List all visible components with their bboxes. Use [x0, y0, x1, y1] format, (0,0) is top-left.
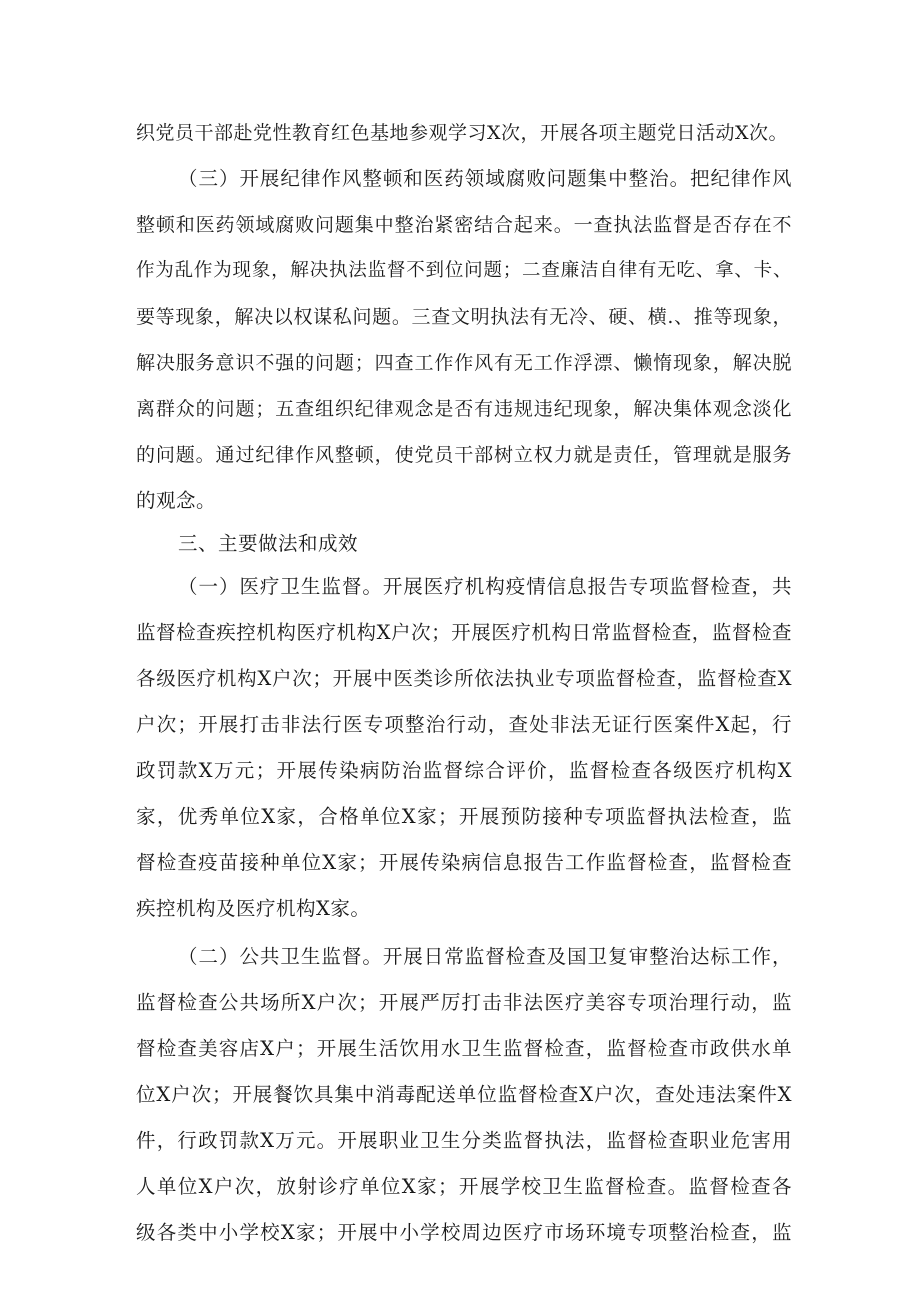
paragraph-line: 督检查美容店X户；开展生活饮用水卫生监督检查，监督检查市政供水单	[136, 1037, 792, 1060]
paragraph-line: 监督检查公共场所X户次；开展严厉打击非法医疗美容专项治理行动，监	[136, 991, 792, 1014]
paragraph-line: 疾控机构及医疗机构X家。	[136, 897, 371, 920]
paragraph-line: 人单位X户次，放射诊疗单位X家；开展学校卫生监督检查。监督检查各	[136, 1175, 792, 1198]
paragraph-line: 的观念。	[136, 489, 217, 512]
paragraph-line: 件，行政罚款X万元。开展职业卫生分类监督执法，监督检查职业危害用	[136, 1129, 792, 1152]
paragraph-line: 家，优秀单位X家，合格单位X家；开展预防接种专项监督执法检查，监	[136, 805, 792, 828]
paragraph-line: 政罚款X万元；开展传染病防治监督综合评价，监督检查各级医疗机构X	[136, 759, 792, 782]
paragraph-line: 要等现象，解决以权谋私问题。三查文明执法有无冷、硬、横.、推等现象，	[136, 306, 792, 328]
paragraph-line: 位X户次；开展餐饮具集中消毒配送单位监督检查X户次，查处违法案件X	[136, 1083, 792, 1106]
paragraph-line: 离群众的问题；五查组织纪律观念是否有违规违纪现象，解决集体观念淡化	[136, 398, 792, 420]
paragraph-line: 监督检查疾控机构医疗机构X户次；开展医疗机构日常监督检查，监督检查	[136, 621, 792, 644]
paragraph-line: 作为乱作为现象，解决执法监督不到位问题；二查廉洁自律有无吃、拿、卡、	[136, 260, 792, 281]
paragraph-line: 户次；开展打击非法行医专项整治行动，查处非法无证行医案件X起，行	[136, 713, 792, 736]
paragraph-line: 的问题。通过纪律作风整顿，使党员干部树立权力就是责任，管理就是服务	[136, 444, 792, 466]
paragraph-line: （二）公共卫生监督。开展日常监督检查及国卫复审整治达标工作，	[178, 945, 792, 968]
paragraph-line: 各级医疗机构X户次；开展中医类诊所依法执业专项监督检查，监督检查X	[136, 667, 792, 690]
paragraph-line: （三）开展纪律作风整顿和医药领域腐败问题集中整治。把纪律作风	[178, 167, 792, 190]
paragraph-line: 整顿和医药领域腐败问题集中整治紧密结合起来。一查执法监督是否存在不	[136, 214, 792, 236]
paragraph-line: 解决服务意识不强的问题；四查工作作风有无工作浮漂、懒惰现象，解决脱	[136, 352, 792, 374]
section-heading: 三、主要做法和成效	[178, 532, 359, 555]
paragraph-line: 级各类中小学校X家；开展中小学校周边医疗市场环境专项整治检查，监	[136, 1221, 792, 1244]
paragraph-line: 织党员干部赴党性教育红色基地参观学习X次，开展各项主题党日活动X次。	[136, 122, 789, 144]
paragraph-line: （一）医疗卫生监督。开展医疗机构疫情信息报告专项监督检查，共	[178, 575, 792, 598]
paragraph-line: 督检查疫苗接种单位X家；开展传染病信息报告工作监督检查，监督检查	[136, 851, 792, 874]
